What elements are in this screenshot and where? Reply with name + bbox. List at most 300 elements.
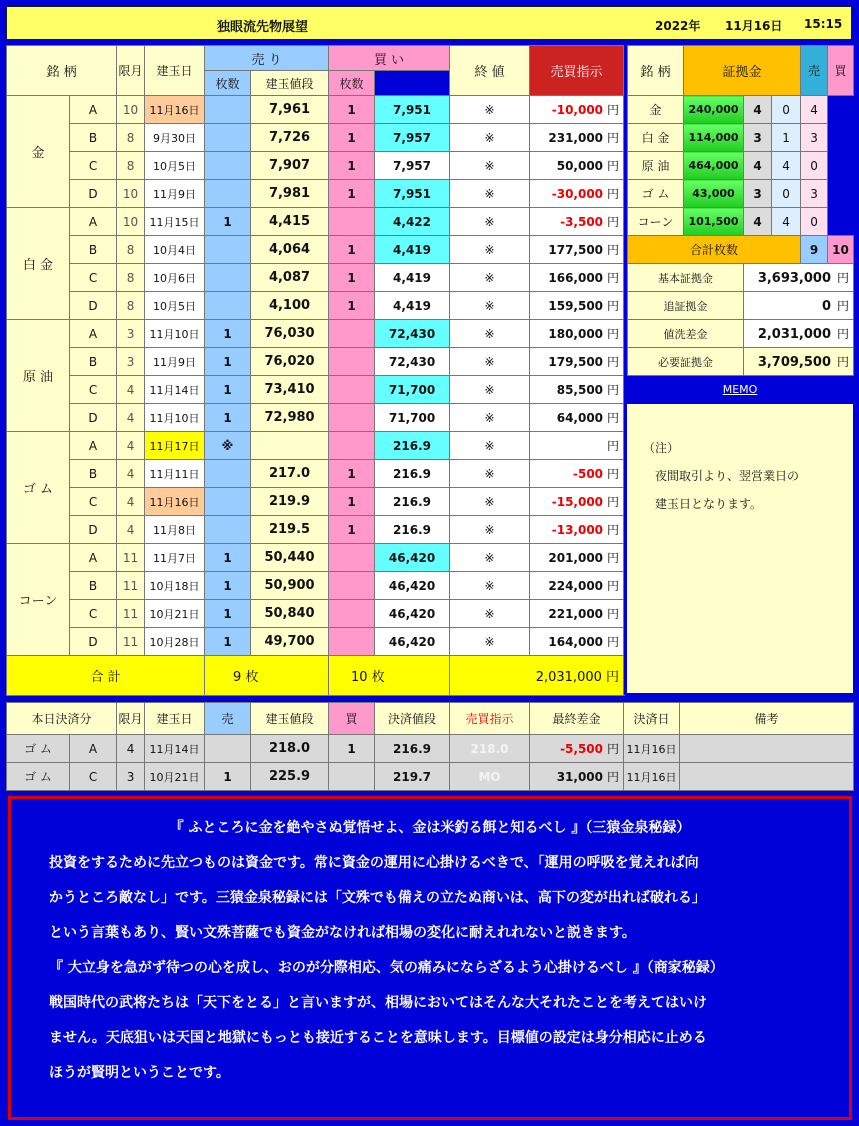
position-row [7,376,624,404]
commodity-name: ゴ ム [7,432,70,544]
row-tatedan: 7,981 [251,180,329,208]
row-buy-count [329,628,375,656]
settle-series: C [70,763,117,791]
settle-series: A [70,735,117,763]
margin-row [628,208,854,236]
row-tatebi: 11月17日 [145,432,205,460]
header-bar [6,6,852,40]
position-row [7,264,624,292]
position-row [7,404,624,432]
row-sell-count: 1 [205,544,251,572]
row-close: 7,957 [375,124,450,152]
settle-kessaidan: 219.7 [375,763,450,791]
diff-value: -10,000 [551,103,604,117]
row-series: A [70,208,117,236]
commodity-name: 原 油 [7,320,70,432]
row-diff [530,96,624,124]
row-signal: ※ [450,208,530,236]
margin-count: 3 [744,180,772,208]
row-buy-count: 1 [329,292,375,320]
col-tatedan: 建玉値段 [251,71,329,96]
row-diff [530,292,624,320]
yen-unit: 円 [607,383,620,397]
side-col-kai: 買 [828,46,854,96]
yen-unit: 円 [607,551,620,565]
row-gengetsu: 10 [117,208,145,236]
diff-value: 224,000 [548,579,604,593]
row-sell-count: 1 [205,320,251,348]
diff-value: 201,000 [548,551,604,565]
row-sell-count: 1 [205,404,251,432]
row-tatedan: 4,087 [251,264,329,292]
position-row [7,236,624,264]
diff-value: -3,500 [560,215,604,229]
settle-col-shiji: 売買指示 [450,703,530,735]
margin-sell: 4 [772,208,801,236]
settlement-table [6,702,854,791]
memo-panel [627,378,853,695]
row-tatebi: 11月8日 [145,516,205,544]
memo-line: 建玉日となります。 [643,497,763,511]
margin-amount: 101,500 [684,208,744,236]
margin-amount: 114,000 [684,124,744,152]
row-tatebi: 9月30日 [145,124,205,152]
row-gengetsu: 3 [117,348,145,376]
margin-name: 白 金 [628,124,684,152]
position-row [7,320,624,348]
settle-tatebi: 11月14日 [145,735,205,763]
position-row [7,544,624,572]
row-signal: ※ [450,320,530,348]
row-tatebi: 11月15日 [145,208,205,236]
row-diff [530,488,624,516]
row-tatebi: 11月10日 [145,404,205,432]
diff-value: -5,500 [560,742,603,756]
margin-buy: 3 [801,180,828,208]
row-close: 71,700 [375,404,450,432]
row-series: A [70,544,117,572]
summary-amount: 3,709,500 [757,355,832,370]
row-tatebi: 10月28日 [145,628,205,656]
row-close: 4,419 [375,236,450,264]
row-close: 4,419 [375,292,450,320]
row-close: 216.9 [375,516,450,544]
settle-signal: MO [450,763,530,791]
row-series: B [70,572,117,600]
row-buy-count [329,208,375,236]
total-label: 合 計 [7,656,205,696]
commodity-name: コーン [7,544,70,656]
row-close: 7,951 [375,180,450,208]
essay-line: ません。天底狙いは天国と地獄にもっとも接近することを意味します。目標値の設定は身分相応に止める [49,1030,707,1046]
memo-body [627,404,853,693]
row-sell-count [205,180,251,208]
margin-amount: 240,000 [684,96,744,124]
row-diff [530,404,624,432]
margin-name: 金 [628,96,684,124]
summary-label: 基本証拠金 [628,264,744,292]
row-tatebi: 11月9日 [145,180,205,208]
row-sell-count: 1 [205,376,251,404]
summary-label: 必要証拠金 [628,348,744,376]
row-tatebi: 10月4日 [145,236,205,264]
row-tatedan: 219.5 [251,516,329,544]
row-signal: ※ [450,600,530,628]
row-diff [530,236,624,264]
col-gengetsu: 限月 [117,46,145,96]
row-series: C [70,264,117,292]
row-tatedan: 4,064 [251,236,329,264]
row-signal: ※ [450,236,530,264]
diff-value: 50,000 [556,159,604,173]
settlement-row [7,763,854,791]
position-row [7,572,624,600]
yen-unit: 円 [607,770,620,784]
row-tatedan: 76,020 [251,348,329,376]
yen-unit: 円 [607,467,620,481]
row-series: C [70,600,117,628]
col-buy-count: 枚数 [329,71,375,96]
row-series: D [70,516,117,544]
row-signal: ※ [450,152,530,180]
position-row [7,152,624,180]
row-tatedan: 50,840 [251,600,329,628]
settle-col-kai: 買 [329,703,375,735]
row-buy-count [329,404,375,432]
row-close: 46,420 [375,600,450,628]
row-series: C [70,376,117,404]
header-date: 11月16日 [725,19,783,33]
summary-value [744,348,854,376]
essay-line: 『 ふところに金を絶やさぬ覚悟せよ、金は米釣る餌と知るべし 』（三猿金泉秘録） [169,820,691,836]
yen-unit: 円 [607,355,620,369]
position-row [7,180,624,208]
row-buy-count [329,432,375,460]
position-row [7,488,624,516]
row-close: 216.9 [375,460,450,488]
settle-col-biko: 備考 [680,703,854,735]
row-tatebi: 10月18日 [145,572,205,600]
diff-value: 166,000 [548,271,604,285]
margin-buy: 0 [801,152,828,180]
positions-table [6,45,624,696]
position-row [7,208,624,236]
col-tatebi: 建玉日 [145,46,205,96]
row-gengetsu: 4 [117,404,145,432]
summary-value [744,264,854,292]
header-year: 2022年 [655,19,701,33]
yen-unit: 円 [607,411,620,425]
summary-row [628,264,854,292]
row-series: A [70,320,117,348]
row-gengetsu: 11 [117,628,145,656]
row-sell-count: 1 [205,628,251,656]
row-buy-count: 1 [329,516,375,544]
diff-value: -30,000 [551,187,604,201]
row-close: 72,430 [375,348,450,376]
row-signal: ※ [450,96,530,124]
row-sell-count: 1 [205,600,251,628]
yen-unit: 円 [837,355,850,369]
settlement-row [7,735,854,763]
row-sell-count [205,488,251,516]
row-gengetsu: 4 [117,376,145,404]
row-buy-count [329,544,375,572]
settle-col-tatebi: 建玉日 [145,703,205,735]
position-row [7,292,624,320]
summary-amount: 3,693,000 [757,271,832,286]
diff-value: 31,000 [556,770,603,784]
row-tatedan: 73,410 [251,376,329,404]
col-uri: 売 り [205,46,329,71]
diff-value: 164,000 [548,635,604,649]
row-close: 71,700 [375,376,450,404]
row-tatebi: 11月9日 [145,348,205,376]
row-diff [530,376,624,404]
row-series: A [70,96,117,124]
settle-tatebi: 10月21日 [145,763,205,791]
diff-value: -15,000 [551,495,604,509]
col-shiji: 売買指示 [530,46,624,96]
total-diff: 2,031,000 円 [450,656,624,696]
yen-unit: 円 [607,271,620,285]
settle-diff [530,735,624,763]
essay-line: 投資をするために先立つものは資金です。常に資金の運用に心掛けるべきで、「運用の呼吸を覚えれば向 [49,855,699,871]
diff-value: -500 [573,467,604,481]
side-col-meigara: 銘 柄 [628,46,684,96]
row-tatedan: 219.9 [251,488,329,516]
row-gengetsu: 4 [117,460,145,488]
row-signal: ※ [450,460,530,488]
settle-col-tatedan: 建玉値段 [251,703,329,735]
yen-unit: 円 [607,215,620,229]
row-gengetsu: 10 [117,180,145,208]
row-signal: ※ [450,180,530,208]
yen-unit: 円 [607,742,620,756]
yen-unit: 円 [607,243,620,257]
row-signal: ※ [450,544,530,572]
row-tatedan: 72,980 [251,404,329,432]
settle-kessaidan: 216.9 [375,735,450,763]
row-signal: ※ [450,488,530,516]
settle-name: ゴ ム [7,735,70,763]
row-signal: ※ [450,516,530,544]
row-tatedan: 7,907 [251,152,329,180]
row-buy-count [329,320,375,348]
summary-amount: 0 [821,299,832,314]
row-gengetsu: 8 [117,236,145,264]
row-tatebi: 10月5日 [145,292,205,320]
row-gengetsu: 4 [117,488,145,516]
margin-row [628,180,854,208]
row-tatedan: 50,440 [251,544,329,572]
row-gengetsu: 8 [117,292,145,320]
summary-label: 追証拠金 [628,292,744,320]
settle-tatedan: 218.0 [251,735,329,763]
summary-row [628,320,854,348]
row-tatedan: 4,100 [251,292,329,320]
row-close: 7,957 [375,152,450,180]
position-row [7,96,624,124]
diff-value: 179,500 [548,355,604,369]
settle-col-kessaidan: 決済値段 [375,703,450,735]
margin-sell: 1 [772,124,801,152]
row-gengetsu: 8 [117,264,145,292]
row-tatebi: 11月7日 [145,544,205,572]
diff-value: 64,000 [556,411,604,425]
row-diff [530,432,624,460]
settle-buy: 1 [329,735,375,763]
memo-header [627,378,853,404]
margin-row [628,152,854,180]
row-gengetsu: 8 [117,124,145,152]
diff-value: -13,000 [551,523,604,537]
margin-amount: 464,000 [684,152,744,180]
row-tatedan: 76,030 [251,320,329,348]
yen-unit: 円 [607,299,620,313]
row-signal: ※ [450,572,530,600]
yen-unit: 円 [607,159,620,173]
col-owari: 終 値 [450,46,530,96]
row-series: D [70,404,117,432]
yen-unit: 円 [837,271,850,285]
essay-line: という言葉もあり、賢い文殊菩薩でも資金がなければ相場の変化に耐えれれないと説きます。 [49,925,636,941]
row-gengetsu: 11 [117,572,145,600]
main-total-row [7,656,624,696]
row-close: 216.9 [375,432,450,460]
row-buy-count: 1 [329,236,375,264]
row-gengetsu: 4 [117,516,145,544]
row-diff [530,572,624,600]
total-buy: 10 枚 [329,656,450,696]
row-tatebi: 11月11日 [145,460,205,488]
row-tatedan: 7,726 [251,124,329,152]
diff-value: 159,500 [548,299,604,313]
margin-amount: 43,000 [684,180,744,208]
side-col-uri: 売 [801,46,828,96]
side-total-sell: 9 [801,236,828,264]
page-title: 独眼流先物展望 [217,20,309,35]
row-buy-count: 1 [329,96,375,124]
row-tatebi: 11月10日 [145,320,205,348]
row-diff [530,348,624,376]
margin-count: 3 [744,124,772,152]
yen-unit: 円 [607,607,620,621]
row-signal: ※ [450,124,530,152]
row-buy-count: 1 [329,460,375,488]
row-diff [530,544,624,572]
margin-sell: 4 [772,152,801,180]
side-col-shokokin: 証拠金 [684,46,801,96]
row-gengetsu: 11 [117,544,145,572]
row-diff [530,320,624,348]
memo-line: （注） [643,441,680,455]
margin-sell: 0 [772,180,801,208]
margin-name: 原 油 [628,152,684,180]
row-diff [530,124,624,152]
row-series: B [70,460,117,488]
row-buy-count [329,600,375,628]
position-row [7,628,624,656]
margin-row [628,96,854,124]
row-diff [530,460,624,488]
row-tatebi: 10月21日 [145,600,205,628]
margin-count: 4 [744,208,772,236]
yen-unit: 円 [607,523,620,537]
row-diff [530,180,624,208]
memo-link[interactable]: MEMO [722,383,758,396]
margin-row [628,124,854,152]
row-series: B [70,348,117,376]
row-sell-count: ※ [205,432,251,460]
essay-line: 戦国時代の武将たちは「天下をとる」と言いますが、相場においてはそんな大それたことを考えてはいけ [49,995,707,1011]
row-diff [530,600,624,628]
settle-buy [329,763,375,791]
position-row [7,348,624,376]
summary-value [744,292,854,320]
diff-value: 221,000 [548,607,604,621]
row-sell-count [205,460,251,488]
row-signal: ※ [450,292,530,320]
row-diff [530,208,624,236]
margin-count: 4 [744,96,772,124]
row-gengetsu: 8 [117,152,145,180]
settle-sell [205,735,251,763]
row-signal: ※ [450,404,530,432]
row-buy-count [329,348,375,376]
row-series: C [70,152,117,180]
row-sell-count [205,152,251,180]
yen-unit: 円 [837,327,850,341]
margin-name: コーン [628,208,684,236]
row-buy-count: 1 [329,152,375,180]
settle-tatedan: 225.9 [251,763,329,791]
row-close: 4,422 [375,208,450,236]
row-tatebi: 11月16日 [145,488,205,516]
total-sell: 9 枚 [205,656,329,696]
settle-note [680,735,854,763]
row-gengetsu: 10 [117,96,145,124]
row-close: 46,420 [375,572,450,600]
row-sell-count [205,96,251,124]
row-signal: ※ [450,432,530,460]
memo-line: 夜間取引より、翌営業日の [643,469,800,483]
settle-name: ゴ ム [7,763,70,791]
row-sell-count [205,124,251,152]
row-gengetsu: 4 [117,432,145,460]
margin-sell: 0 [772,96,801,124]
yen-unit: 円 [607,131,620,145]
row-close: 72,430 [375,320,450,348]
row-tatebi: 11月14日 [145,376,205,404]
yen-unit: 円 [607,327,620,341]
margin-count: 4 [744,152,772,180]
row-signal: ※ [450,376,530,404]
margin-name: ゴ ム [628,180,684,208]
yen-unit: 円 [607,579,620,593]
side-total-buy: 10 [828,236,854,264]
row-diff [530,152,624,180]
side-total-label: 合計枚数 [628,236,801,264]
settle-signal: 218.0 [450,735,530,763]
row-signal: ※ [450,628,530,656]
row-buy-count [329,376,375,404]
summary-row [628,292,854,320]
row-close: 46,420 [375,628,450,656]
row-diff [530,264,624,292]
margin-buy: 4 [801,96,828,124]
margin-table [627,45,854,376]
